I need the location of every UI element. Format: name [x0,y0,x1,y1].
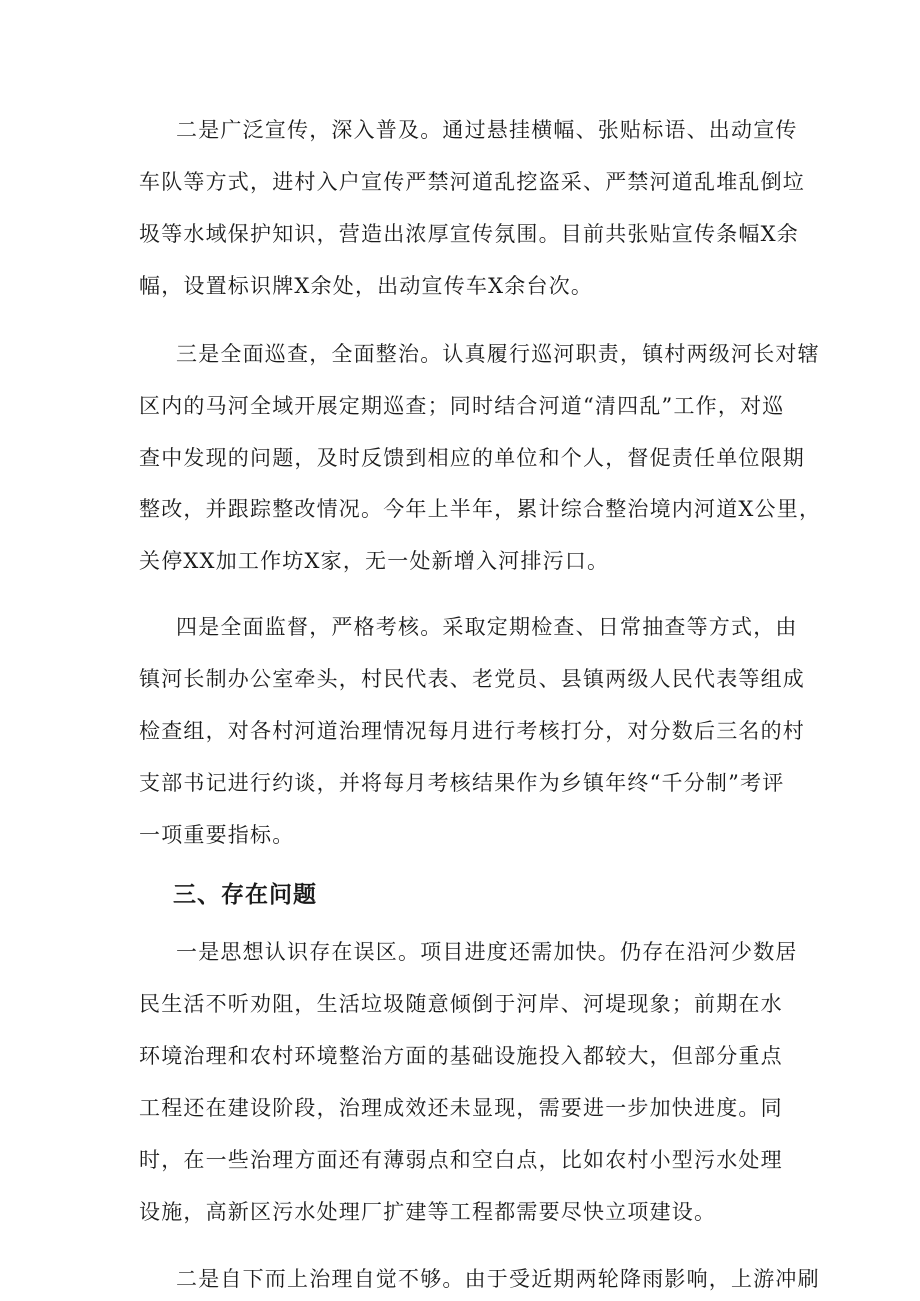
text-line: 镇河长制办公室牵头，村民代表、老党员、县镇两级人民代表等组成 [139,667,805,691]
text-line: 二是广泛宣传，深入普及。通过悬挂横幅、张贴标语、出动宣传 [176,118,798,142]
text-line: 关停XX加工作坊X家，无一处新增入河排污口。 [139,549,610,573]
section-heading: 三、存在问题 [173,882,317,908]
text-line: 环境治理和农村环境整治方面的基础设施投入都较大，但部分重点 [139,1044,783,1068]
text-line: 民生活不听劝阻，生活垃圾随意倾倒于河岸、河堤现象；前期在水 [139,992,783,1016]
text-line: 时，在一些治理方面还有薄弱点和空白点，比如农村小型污水处理 [139,1148,783,1172]
text-line: 圾等水域保护知识，营造出浓厚宣传氛围。目前共张贴宣传条幅X余 [139,222,799,246]
text-line: 设施，高新区污水处理厂扩建等工程都需要尽快立项建设。 [139,1200,717,1224]
text-line: 区内的马河全域开展定期巡查；同时结合河道“清四乱”工作，对巡 [139,394,785,418]
text-line: 一是思想认识存在误区。项目进度还需加快。仍存在沿河少数居 [176,940,798,964]
text-line: 幅，设置标识牌X余处，出动宣传车X余台次。 [139,274,594,298]
text-line: 整改，并跟踪整改情况。今年上半年，累计综合整治境内河道X公里， [139,497,822,521]
text-line: 二是自下而上治理自觉不够。由于受近期两轮降雨影响，上游冲刷 [176,1267,820,1291]
text-line: 四是全面监督，严格考核。采取定期检查、日常抽查等方式，由 [176,615,798,639]
text-line: 车队等方式，进村入户宣传严禁河道乱挖盗采、严禁河道乱堆乱倒垃 [139,170,805,194]
text-line: 一项重要指标。 [139,823,295,847]
text-line: 支部书记进行约谈，并将每月考核结果作为乡镇年终“千分制”考评 [139,771,785,795]
text-line: 检查组，对各村河道治理情况每月进行考核打分，对分数后三名的村 [139,719,805,743]
text-line: 查中发现的问题，及时反馈到相应的单位和个人，督促责任单位限期 [139,446,805,470]
text-line: 三是全面巡查，全面整治。认真履行巡河职责，镇村两级河长对辖 [176,342,820,366]
text-line: 工程还在建设阶段，治理成效还未显现，需要进一步加快进度。同 [139,1096,783,1120]
